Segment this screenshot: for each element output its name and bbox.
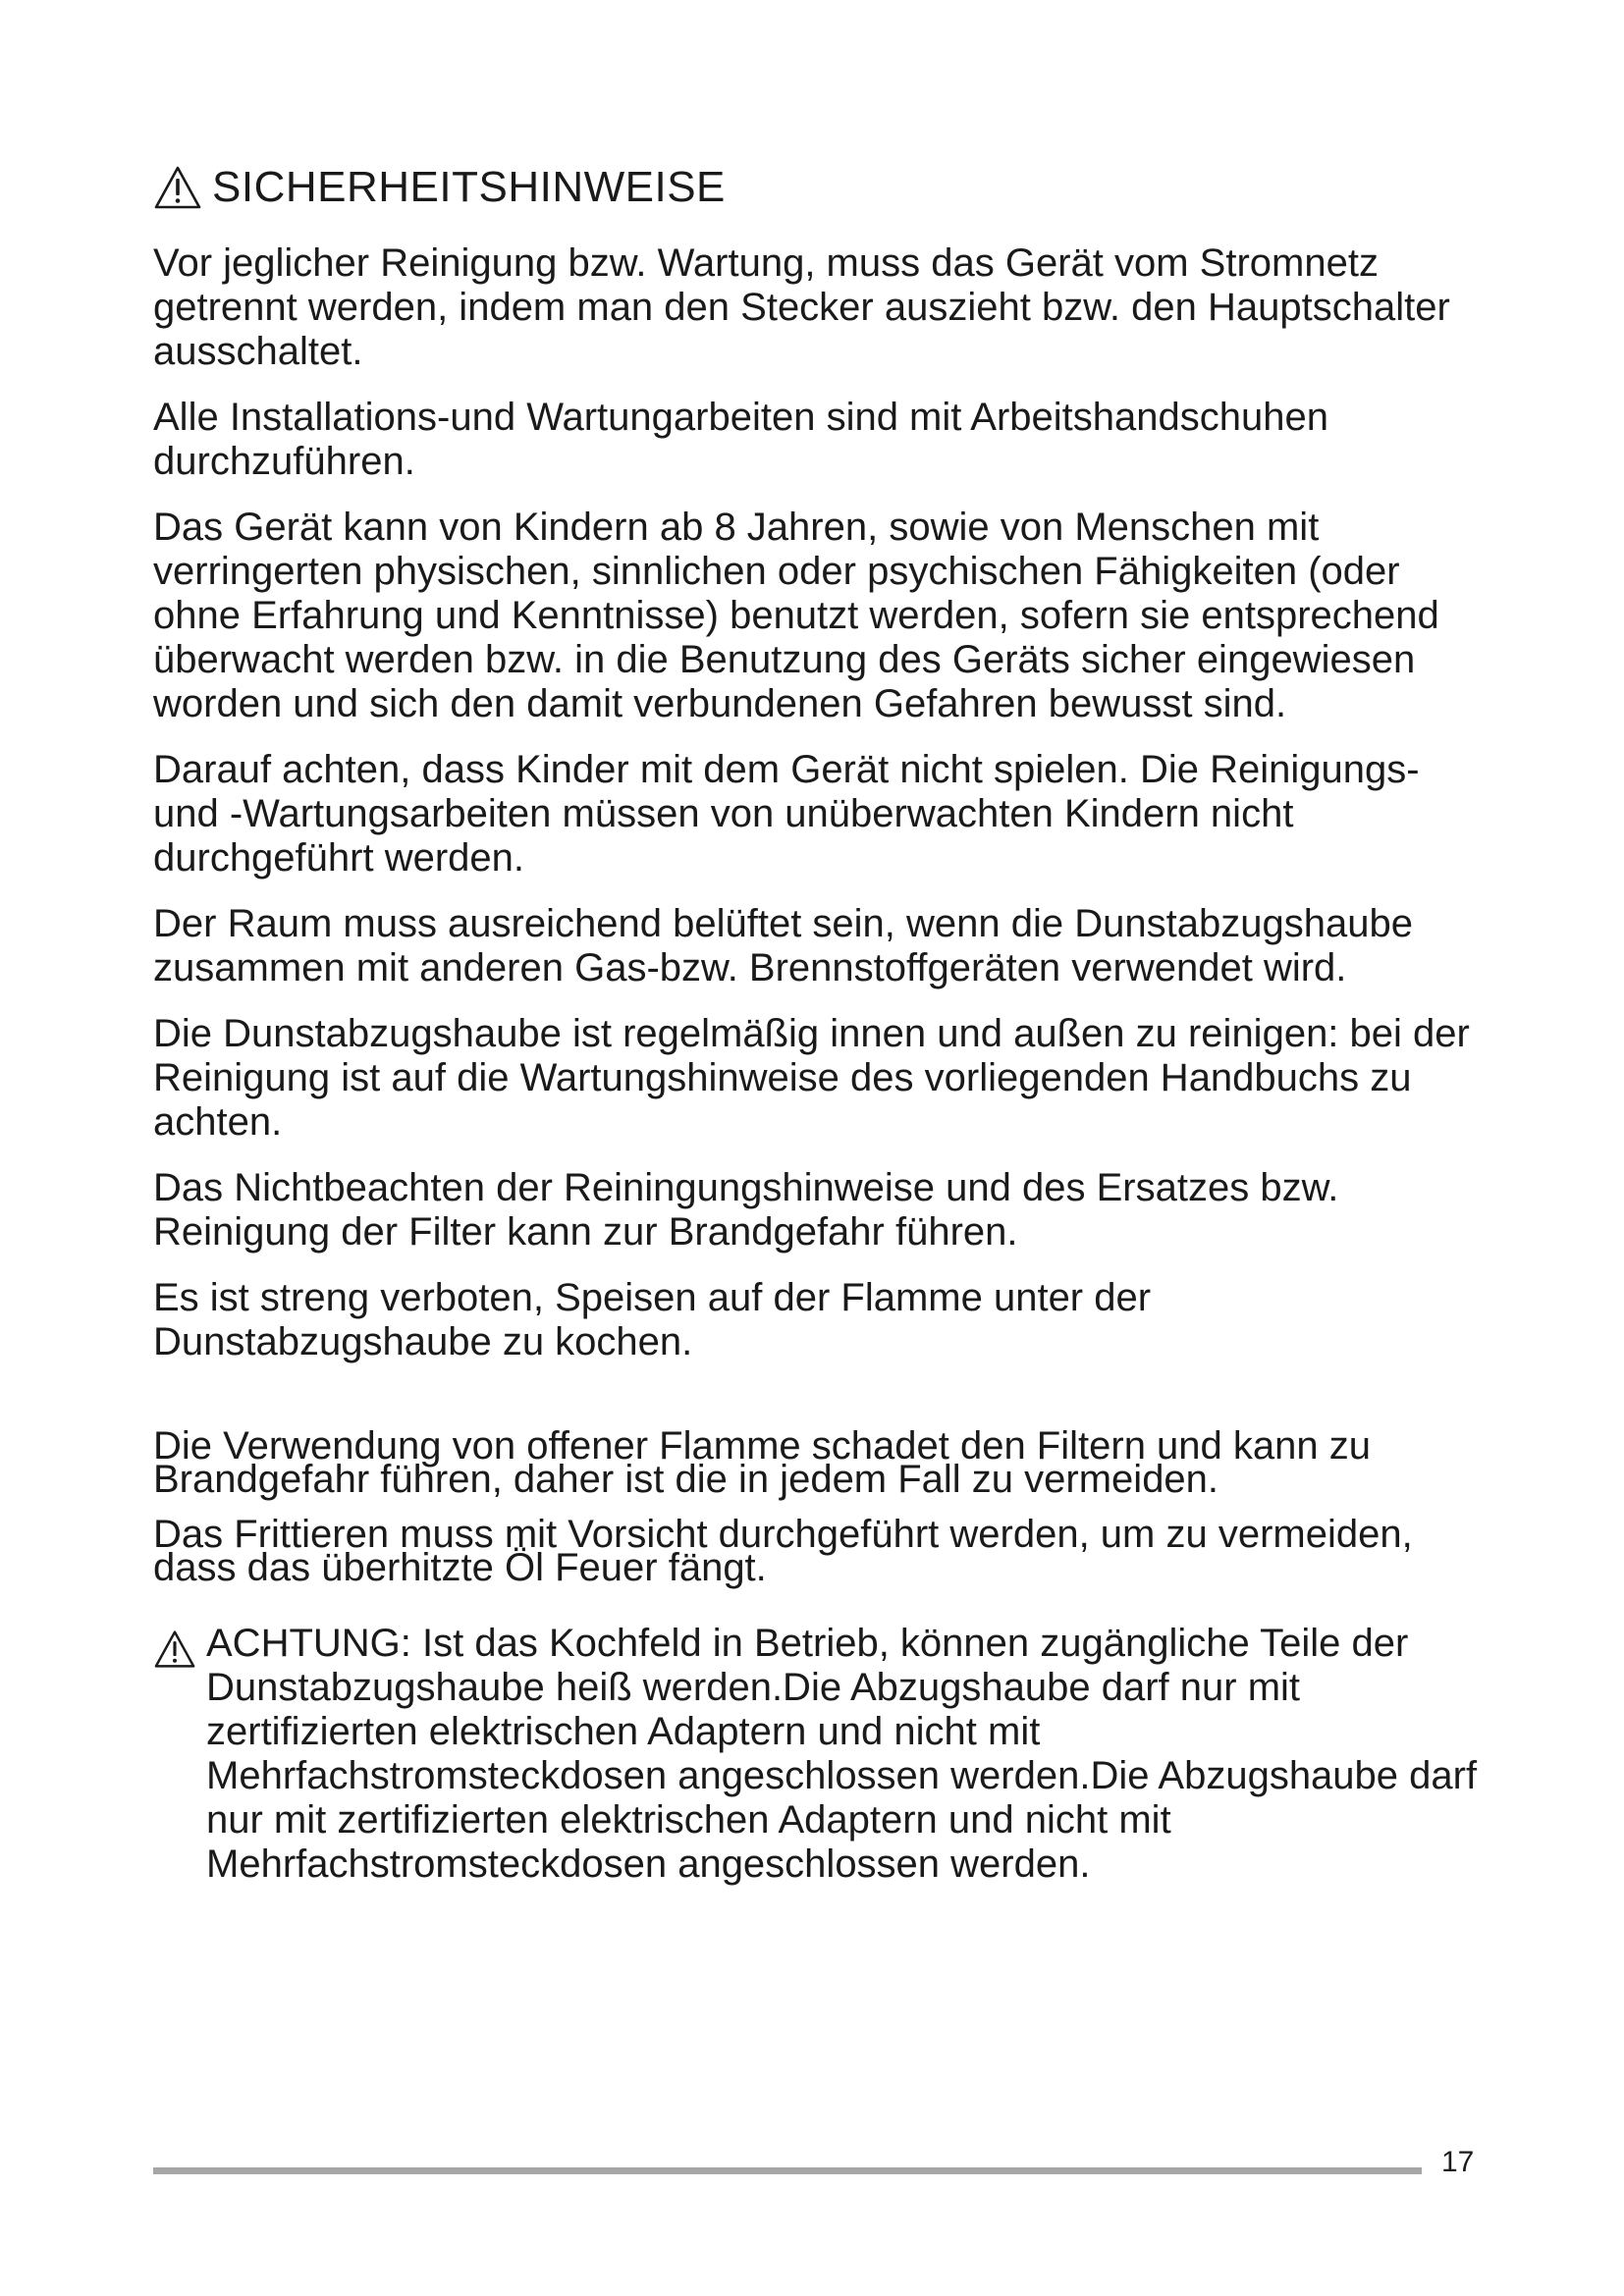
- paragraph-filter-fire: Das Nichtbeachten der Reiningungshinweise und des Ersatzes bzw. Reinigung der Filter kann zur Brandgefahr führen.: [153, 1166, 1339, 1254]
- attention-text: ACHTUNG: Ist das Kochfeld in Betrieb, können zugängliche Teile der Dunstabzugshaube heiß werden.Die Abzugshaube darf nur mit zertifizierten elektrischen Adaptern und nicht mit Mehrfachstromsteckdosen angeschlossen werden.Die Abzugshaube darf nur mit zertifizierten elektrischen Adaptern und nicht mit Mehrfachstromsteckdosen angeschlossen werden.: [206, 1622, 1478, 1886]
- paragraph-cleaning: Die Dunstabzugshaube ist regelmäßig innen und außen zu reinigen: bei der Reinigung ist auf die Wartungshinweise des vorliegenden Handbuchs zu achten.: [153, 1012, 1470, 1144]
- paragraph-children-play: Darauf achten, dass Kinder mit dem Gerät nicht spielen. Die Reinigungs- und -Wartungsarbeiten müssen von unüberwachten Kindern nicht durchgeführt werden.: [153, 748, 1420, 880]
- footer-divider: [153, 2167, 1422, 2174]
- paragraph-frying: Das Frittieren muss mit Vorsicht durchgeführt werden, um zu vermeiden, dass das überhitzte Öl Feuer fängt.: [153, 1513, 1413, 1589]
- section-heading: [153, 163, 1489, 212]
- paragraph-ventilation: Der Raum muss ausreichend belüftet sein, wenn die Dunstabzugshaube zusammen mit anderen Gas-bzw. Brennstoffgeräten verwendet wird.: [153, 902, 1413, 989]
- paragraph-open-flame: Die Verwendung von offener Flamme schadet den Filtern und kann zu Brandgefahr führen, daher ist die in jedem Fall zu vermeiden.: [153, 1424, 1371, 1501]
- paragraph-disconnect: Vor jeglicher Reinigung bzw. Wartung, muss das Gerät vom Stromnetz getrennt werden, indem man den Stecker auszieht bzw. den Hauptschalter ausschaltet.: [153, 241, 1450, 373]
- section-title: SICHERHEITSHINWEISE: [212, 163, 726, 211]
- warning-triangle-icon: [153, 1629, 196, 1669]
- paragraph-children-usage: Das Gerät kann von Kindern ab 8 Jahren, sowie von Menschen mit verringerten physischen, sinnlichen oder psychischen Fähigkeiten (oder ohne Erfahrung und Kenntnisse) benutzt werden, sofern sie entsprechend überwacht werden bzw. in die Benutzung des Geräts sicher eingewiesen worden und sich den damit verbundenen Gefahren bewusst sind.: [153, 506, 1439, 725]
- attention-block: [153, 1622, 1489, 1887]
- paragraph-flambe: Es ist streng verboten, Speisen auf der Flamme unter der Dunstabzugshaube zu kochen.: [153, 1276, 1152, 1363]
- warning-triangle-icon: [153, 165, 202, 210]
- document-page: [153, 163, 1489, 1887]
- paragraph-gloves: Alle Installations-und Wartungarbeiten sind mit Arbeitshandschuhen durchzuführen.: [153, 396, 1328, 483]
- page-number: 17: [1441, 2146, 1475, 2178]
